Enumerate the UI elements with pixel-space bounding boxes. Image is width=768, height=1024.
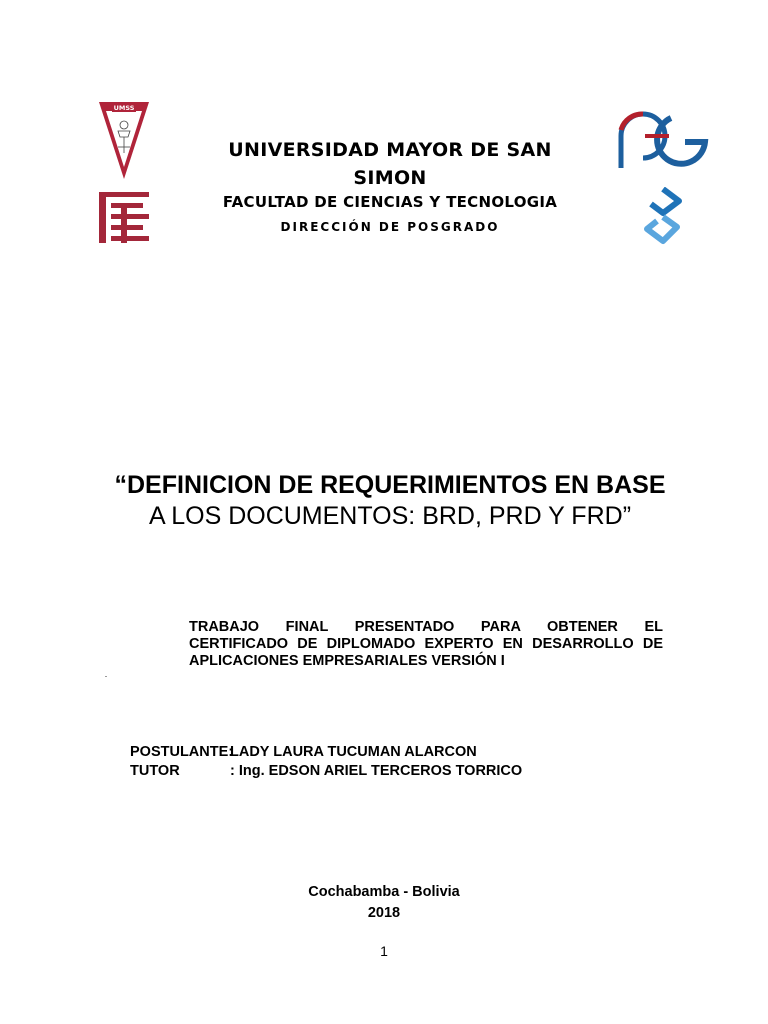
postulante-label: POSTULANTE:: [130, 744, 234, 760]
purpose-line1: TRABAJO FINAL PRESENTADO PARA OBTENER EL: [189, 619, 663, 635]
title-line2: A LOS DOCUMENTOS: BRD, PRD Y FRD”: [148, 502, 632, 530]
university-name-line1: UNIVERSIDAD MAYOR DE SAN: [228, 139, 552, 161]
postulante-value: LADY LAURA TUCUMAN ALARCON: [230, 744, 477, 760]
direction-name: DIRECCIÓN DE POSGRADO: [280, 220, 500, 234]
purpose-line2: CERTIFICADO DE DIPLOMADO EXPERTO EN DESARROLLO DE: [189, 636, 663, 652]
year: 2018: [367, 905, 401, 921]
tutor-label: TUTOR: [130, 763, 180, 779]
blue-link-logo: [643, 187, 683, 245]
document-title: [60, 470, 720, 532]
purpose-paragraph: [189, 619, 663, 670]
svg-text:UMSS: UMSS: [113, 104, 135, 112]
fcyt-logo: [99, 192, 149, 243]
umss-shield-logo: [98, 101, 150, 181]
title-line1: “DEFINICION DE REQUERIMIENTOS EN BASE: [114, 471, 666, 499]
tutor-row: [130, 763, 522, 779]
university-name-line2: SIMON: [353, 167, 427, 189]
city: Cochabamba - Bolivia: [308, 884, 460, 900]
faculty-name: FACULTAD DE CIENCIAS Y TECNOLOGIA: [222, 193, 558, 211]
purpose-line3: APLICACIONES EMPRESARIALES VERSIÓN I: [189, 653, 505, 669]
tutor-value: : Ing. EDSON ARIEL TERCEROS TORRICO: [230, 763, 523, 779]
stray-mark: [105, 676, 107, 677]
university-name: [200, 136, 580, 192]
postulante-row: [130, 744, 477, 760]
page-number: 1: [380, 943, 388, 959]
dpg-logo: [615, 108, 710, 172]
